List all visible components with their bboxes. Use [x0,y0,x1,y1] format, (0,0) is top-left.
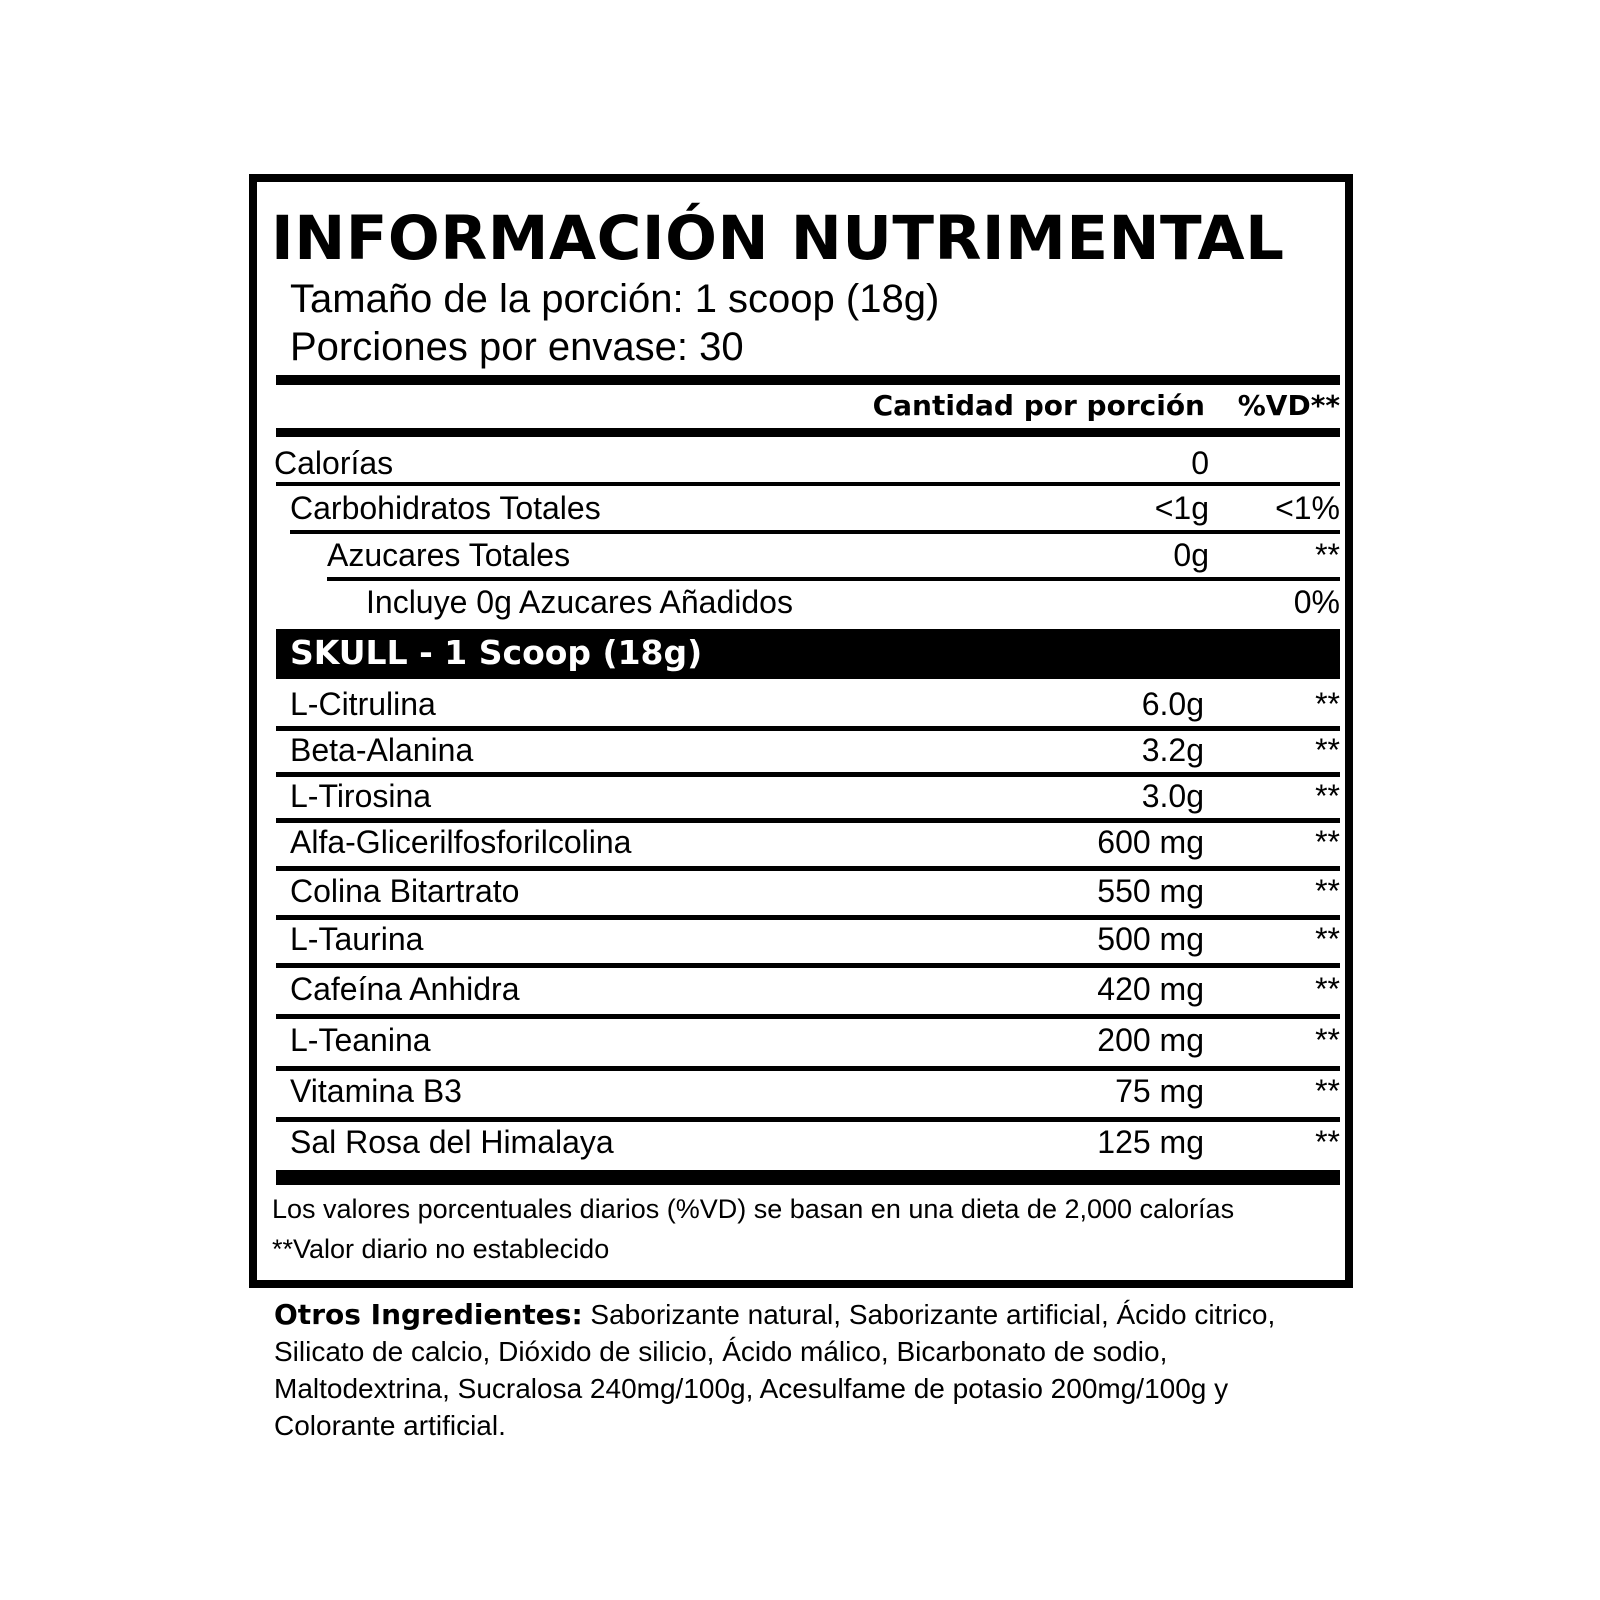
row-divider [290,530,1340,534]
ingredient-dv: ** [1315,971,1340,1007]
amount-header: Cantidad por porción [872,389,1205,422]
ingredient-amount: 420 mg [1097,971,1204,1007]
ingredient-name: Cafeína Anhidra [290,971,520,1007]
row-divider [276,915,1340,920]
ingredient-name: L-Teanina [290,1022,431,1058]
nutrient-name-carbs: Carbohidratos Totales [290,490,601,526]
nutrient-name-calories: Calorías [274,445,394,481]
ingredient-dv: ** [1315,1124,1340,1160]
ingredient-dv: ** [1315,778,1340,814]
row-divider [276,866,1340,871]
ingredient-name: Colina Bitartrato [290,873,520,909]
nutrient-amount-sugars: 0g [1173,537,1209,573]
nutrient-dv-carbs: <1% [1275,490,1340,526]
nutrient-dv-added-sugars: 0% [1293,584,1340,620]
ingredient-name: Sal Rosa del Himalaya [290,1124,614,1160]
ingredient-name: Alfa-Glicerilfosforilcolina [290,824,632,860]
row-divider [276,963,1340,968]
ingredient-dv: ** [1315,921,1340,957]
nutrient-dv-sugars: ** [1315,537,1340,573]
ingredient-amount: 200 mg [1097,1022,1204,1058]
nutrient-name-sugars: Azucares Totales [327,537,571,573]
thick-divider [276,375,1340,385]
other-ingredients-text: Saborizante natural, Saborizante artificial, Ácido citrico, Silicato de calcio, Dióxido de silicio, Ácido málico, Bicarbonato de sodio, Maltodextrina, Sucralosa 240mg/100g, Acesulfame de potasio 200mg/100g y Colorante artificial. [274,1299,1276,1441]
row-divider [276,772,1340,777]
thick-divider [276,1170,1340,1185]
not-established-footnote: **Valor diario no establecido [272,1234,610,1264]
ingredient-amount: 3.2g [1141,732,1204,768]
ingredient-amount: 600 mg [1097,824,1204,860]
ingredient-amount: 6.0g [1141,686,1204,722]
ingredient-dv: ** [1315,1073,1340,1109]
daily-value-footnote: Los valores porcentuales diarios (%VD) se basan en una dieta de 2,000 calorías [272,1194,1235,1224]
ingredient-amount: 125 mg [1097,1124,1204,1160]
row-divider [276,1014,1340,1019]
ingredient-amount: 3.0g [1141,778,1204,814]
ingredient-dv: ** [1315,686,1340,722]
ingredient-name: L-Taurina [290,921,424,957]
dv-header: %VD** [1237,389,1340,422]
nutrient-amount-carbs: <1g [1154,490,1209,526]
ingredient-dv: ** [1315,732,1340,768]
ingredient-dv: ** [1315,873,1340,909]
row-divider [276,482,1340,486]
thick-divider [276,428,1340,437]
ingredient-amount: 500 mg [1097,921,1204,957]
ingredient-name: Vitamina B3 [290,1073,462,1109]
panel-title: INFORMACIÓN NUTRIMENTAL [271,203,1285,274]
ingredient-dv: ** [1315,1022,1340,1058]
ingredient-dv: ** [1315,824,1340,860]
row-divider [276,1066,1340,1071]
ingredient-name: L-Citrulina [290,686,436,722]
ingredient-name: L-Tirosina [290,778,432,814]
serving-size: Tamaño de la porción: 1 scoop (18g) [290,277,940,321]
other-ingredients [274,1296,1314,1444]
ingredient-name: Beta-Alanina [290,732,474,768]
nutrient-name-added-sugars: Incluye 0g Azucares Añadidos [366,584,793,620]
ingredient-amount: 75 mg [1115,1073,1204,1109]
other-ingredients-label: Otros Ingredientes: [274,1298,583,1331]
section-title: SKULL - 1 Scoop (18g) [290,633,703,672]
row-divider [276,818,1340,823]
servings-per-container: Porciones por envase: 30 [290,325,744,369]
nutrient-amount-calories: 0 [1191,445,1209,481]
row-divider [276,1117,1340,1122]
row-divider [327,577,1340,581]
row-divider [276,726,1340,731]
ingredient-amount: 550 mg [1097,873,1204,909]
